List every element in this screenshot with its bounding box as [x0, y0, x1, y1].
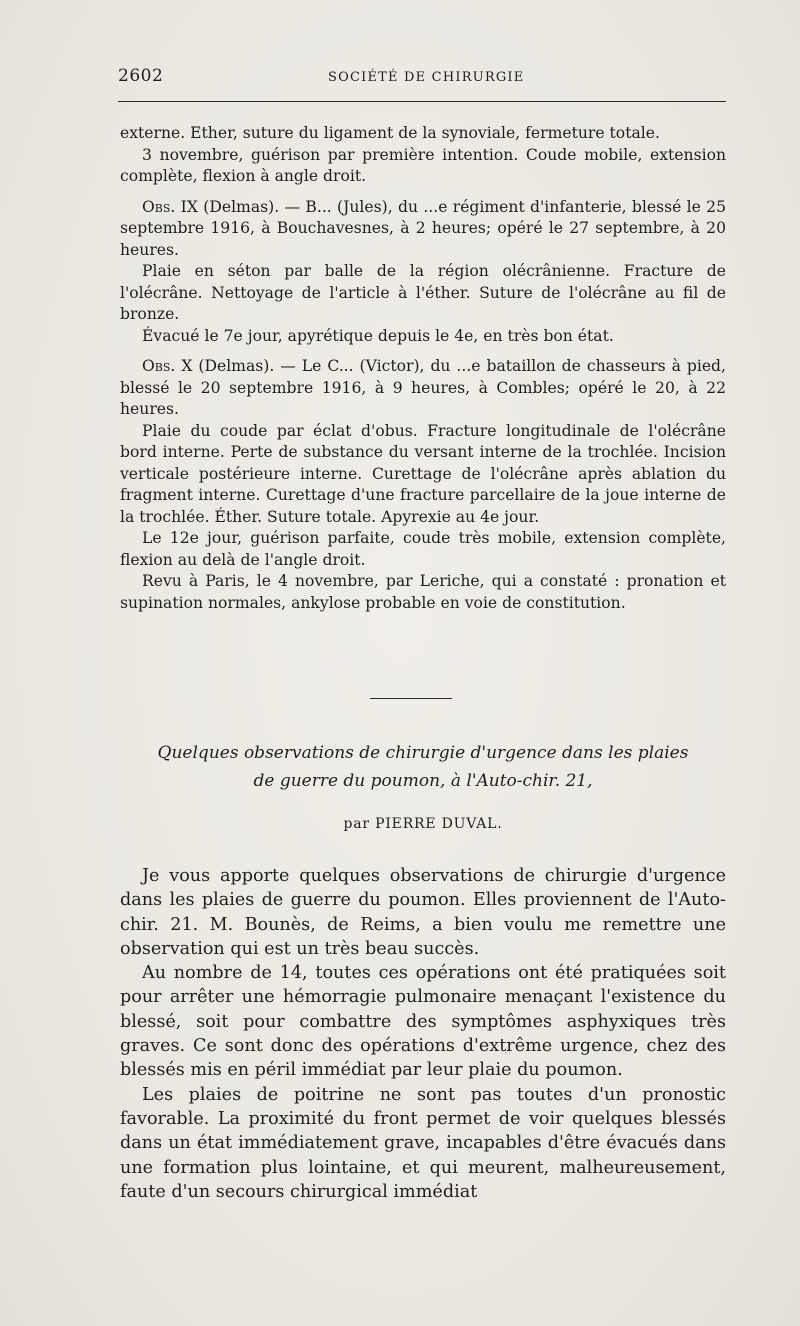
observation-text: (Delmas). — Le C... (Victor), du ...e bataillon de chasseurs à pied, blessé le 20 septembre 1916, à 9 heures, à Combles; opéré le 20, à 22 heures.: [120, 357, 726, 418]
paragraph-wound: Plaie en séton par balle de la région olécrânienne. Fracture de l'olécrâne. Nettoyage de l'article à l'éther. Suture de l'olécrâne au fil de bronze.: [120, 262, 726, 323]
paragraph-elbow-wound: Plaie du coude par éclat d'obus. Fracture longitudinale de l'olécrâne bord interne. Perte de substance du versant interne de la trochlée. Incision verticale postérieure interne. Curettage de l'olécrâne après ablation du fragment interne. Curettage d'une fracture parcellaire de la joue interne de la trochlée. Éther. Suture totale. Apyrexie au 4e jour.: [120, 421, 726, 526]
article-body: [120, 864, 726, 1204]
article-byline: par PIERRE DUVAL.: [343, 816, 503, 832]
article-title-line: de guerre du poumon, à l'Auto-chir. 21,: [253, 771, 593, 791]
page-header: [118, 66, 726, 90]
header-rule: [118, 101, 726, 102]
paragraph-continuation: externe. Ether, suture du ligament de la synoviale, fermeture totale.: [120, 124, 660, 142]
observation-label: Obs. IX: [142, 197, 198, 216]
paragraph-evacuation: Évacué le 7e jour, apyrétique depuis le 4e, en très bon état.: [142, 326, 614, 345]
section-divider: [370, 698, 452, 699]
running-title: SOCIÉTÉ DE CHIRURGIE: [328, 70, 525, 85]
observation-ix: [120, 197, 726, 262]
article-title: [120, 739, 726, 795]
upper-text-block: [120, 123, 726, 614]
paragraph-followup: Revu à Paris, le 4 novembre, par Leriche, qui a constaté : pronation et supination normales, ankylose probable en voie de constitution.: [120, 572, 726, 612]
article-title-line: Quelques observations de chirurgie d'urgence dans les plaies: [157, 743, 689, 763]
article-paragraph: Au nombre de 14, toutes ces opérations ont été pratiquées soit pour arrêter une hémorragie pulmonaire menaçant l'existence du blessé, soit pour combattre des symptômes asphyxiques très graves. Ce sont donc des opérations d'extrême urgence, chez des blessés mis en péril immédiat par leur plaie du poumon.: [120, 963, 726, 1081]
article-paragraph: Je vous apporte quelques observations de chirurgie d'urgence dans les plaies de guerre du poumon. Elles proviennent de l'Auto-chir. 21. M. Bounès, de Reims, a bien voulu me remettre une observation qui est un très beau succès.: [120, 866, 726, 959]
page-number: 2602: [118, 66, 164, 86]
paragraph-outcome: 3 novembre, guérison par première intention. Coude mobile, extension complète, flexion à angle droit.: [120, 145, 726, 185]
observation-label: Obs. X: [142, 357, 193, 375]
observation-x: [120, 356, 726, 421]
article-paragraph: Les plaies de poitrine ne sont pas toutes d'un pronostic favorable. La proximité du front permet de voir quelques blessés dans un état immédiatement grave, incapables d'être évacués dans une formation plus lointaine, et qui meurent, malheureusement, faute d'un secours chirurgical immédiat: [120, 1084, 726, 1202]
observation-text: (Delmas). — B... (Jules), du ...e régiment d'infanterie, blessé le 25 septembre 1916, à Bouchavesnes, à 2 heures; opéré le 27 septembre, à 20 heures.: [120, 197, 726, 259]
paragraph-recovery: Le 12e jour, guérison parfaite, coude très mobile, extension complète, flexion au delà de l'angle droit.: [120, 529, 726, 569]
